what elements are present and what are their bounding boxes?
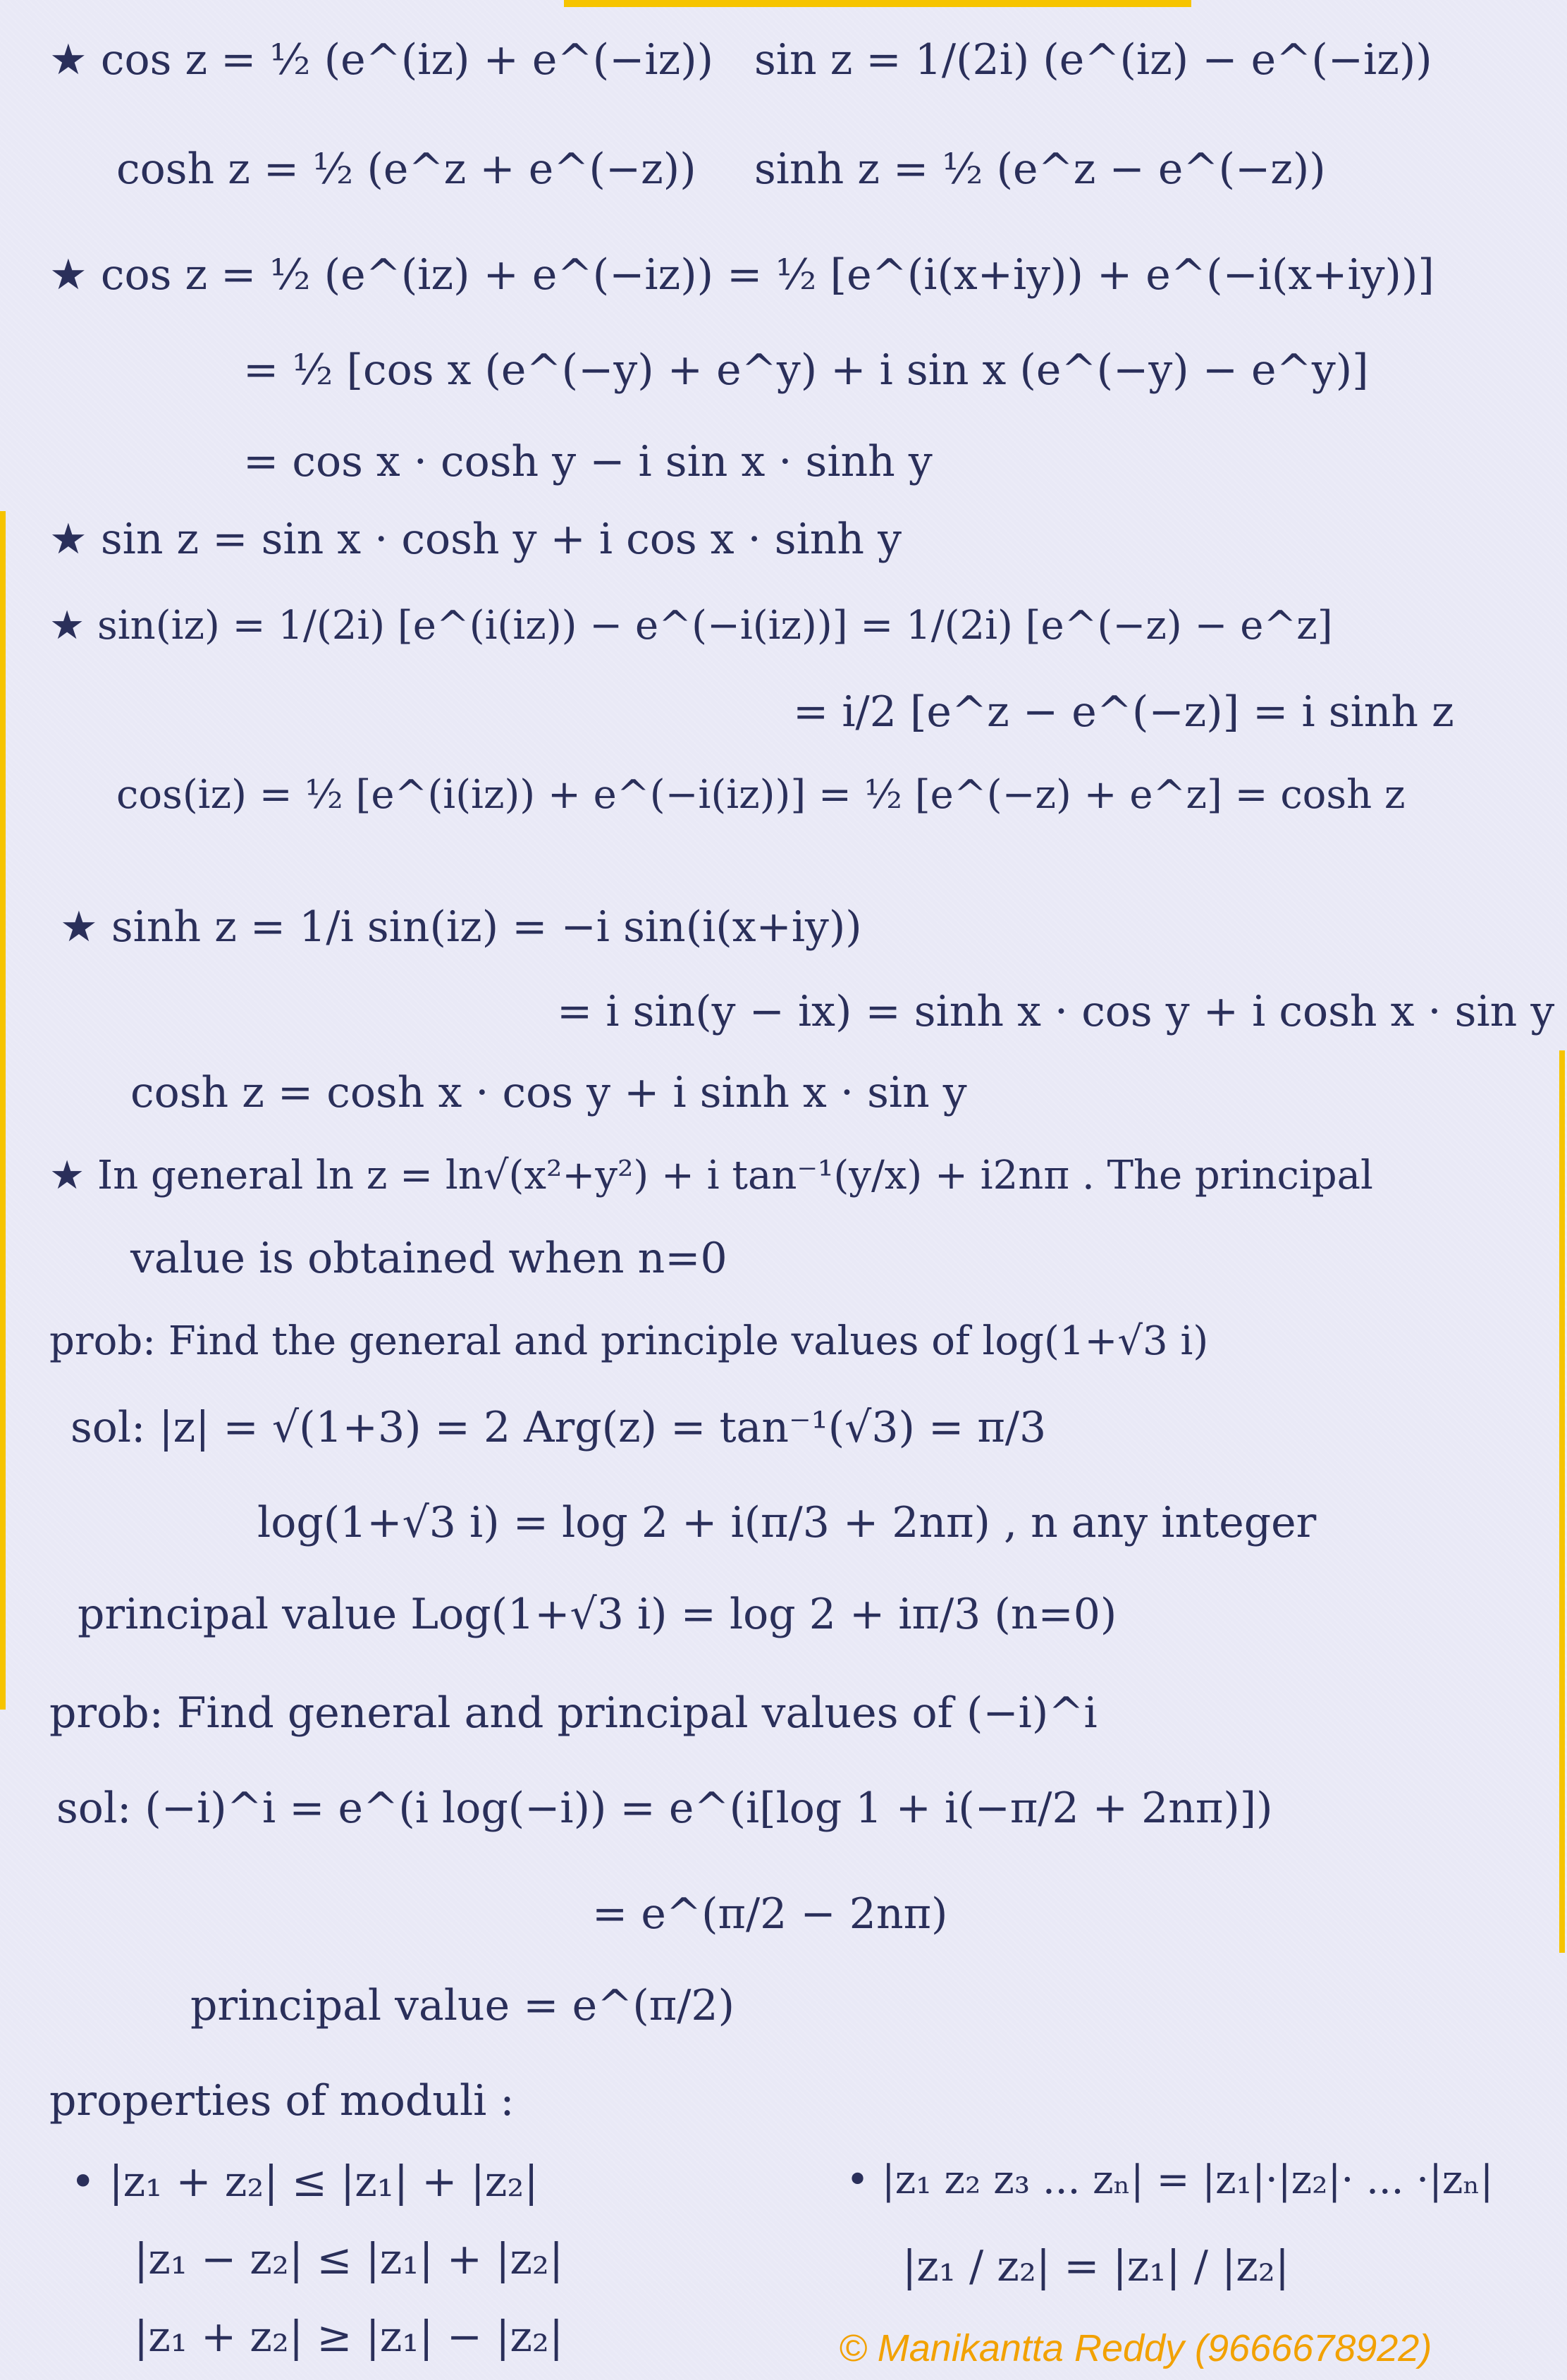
problem-1-general-value: log(1+√3 i) = log 2 + i(π/3 + 2nπ) , n any integer	[257, 1498, 1317, 1547]
log-principal-note: value is obtained when n=0	[130, 1234, 727, 1283]
right-accent-bar	[1559, 1050, 1565, 1953]
sin-z-definition: sin z = 1/(2i) (e^(iz) − e^(−iz))	[754, 35, 1432, 85]
sinh-z-expansion: ★ sinh z = 1/i sin(iz) = −i sin(i(x+iy))	[60, 902, 862, 952]
modulus-property-4: • |z₁ z₂ z₃ ... zₙ| = |z₁|·|z₂|· ... ·|zₙ|	[846, 2157, 1494, 2203]
log-general-formula: ★ In general ln z = ln√(x²+y²) + i tan⁻¹(y/x) + i2nπ . The principal	[49, 1153, 1373, 1198]
left-accent-bar	[0, 511, 6, 1710]
problem-1-statement: prob: Find the general and principle values of log(1+√3 i)	[49, 1318, 1209, 1364]
sinh-z-definition: sinh z = ½ (e^z − e^(−z))	[754, 145, 1326, 194]
sinh-z-result: = i sin(y − ix) = sinh x · cos y + i cosh x · sin y	[557, 987, 1555, 1036]
cos-z-expansion-result: = cos x · cosh y − i sin x · sinh y	[243, 437, 933, 486]
problem-2-solution-step2: = e^(π/2 − 2nπ)	[592, 1889, 948, 1939]
top-accent-bar	[564, 0, 1191, 7]
modulus-property-5: |z₁ / z₂| = |z₁| / |z₂|	[902, 2242, 1290, 2291]
cos-z-expansion: ★ cos z = ½ (e^(iz) + e^(−iz)) = ½ [e^(i(x+iy)) + e^(−i(x+iy))]	[49, 250, 1434, 300]
cos-z-definition: ★ cos z = ½ (e^(iz) + e^(−iz))	[49, 35, 714, 85]
cosh-z-expansion: cosh z = cosh x · cos y + i sinh x · sin y	[130, 1068, 967, 1117]
sin-iz-derivation: ★ sin(iz) = 1/(2i) [e^(i(iz)) − e^(−i(iz))] = 1/(2i) [e^(−z) − e^z]	[49, 603, 1333, 649]
sin-iz-result: = i/2 [e^z − e^(−z)] = i sinh z	[793, 687, 1454, 737]
cos-z-expansion-step2: = ½ [cos x (e^(−y) + e^y) + i sin x (e^(−y) − e^y)]	[243, 345, 1369, 395]
modulus-property-1: • |z₁ + z₂| ≤ |z₁| + |z₂|	[70, 2157, 539, 2207]
modulus-property-2: |z₁ − z₂| ≤ |z₁| + |z₂|	[134, 2235, 564, 2284]
problem-2-principal-value: principal value = e^(π/2)	[190, 1981, 735, 2030]
copyright-footer: © Manikantta Reddy (9666678922)	[839, 2327, 1432, 2369]
sin-z-expansion: ★ sin z = sin x · cosh y + i cos x · sinh y	[49, 515, 902, 564]
problem-1-principal-value: principal value Log(1+√3 i) = log 2 + iπ/3 (n=0)	[78, 1590, 1117, 1639]
problem-2-solution-step1: sol: (−i)^i = e^(i log(−i)) = e^(i[log 1 + i(−π/2 + 2nπ)])	[56, 1784, 1273, 1833]
modulus-property-3: |z₁ + z₂| ≥ |z₁| − |z₂|	[134, 2312, 564, 2362]
problem-2-statement: prob: Find general and principal values of (−i)^i	[49, 1688, 1098, 1738]
cosh-z-definition: cosh z = ½ (e^z + e^(−z))	[116, 145, 696, 194]
properties-heading: properties of moduli :	[49, 2076, 515, 2126]
problem-1-solution-modulus: sol: |z| = √(1+3) = 2 Arg(z) = tan⁻¹(√3) = π/3	[70, 1403, 1047, 1452]
cos-iz-derivation: cos(iz) = ½ [e^(i(iz)) + e^(−i(iz))] = ½ [e^(−z) + e^z] = cosh z	[116, 772, 1406, 818]
